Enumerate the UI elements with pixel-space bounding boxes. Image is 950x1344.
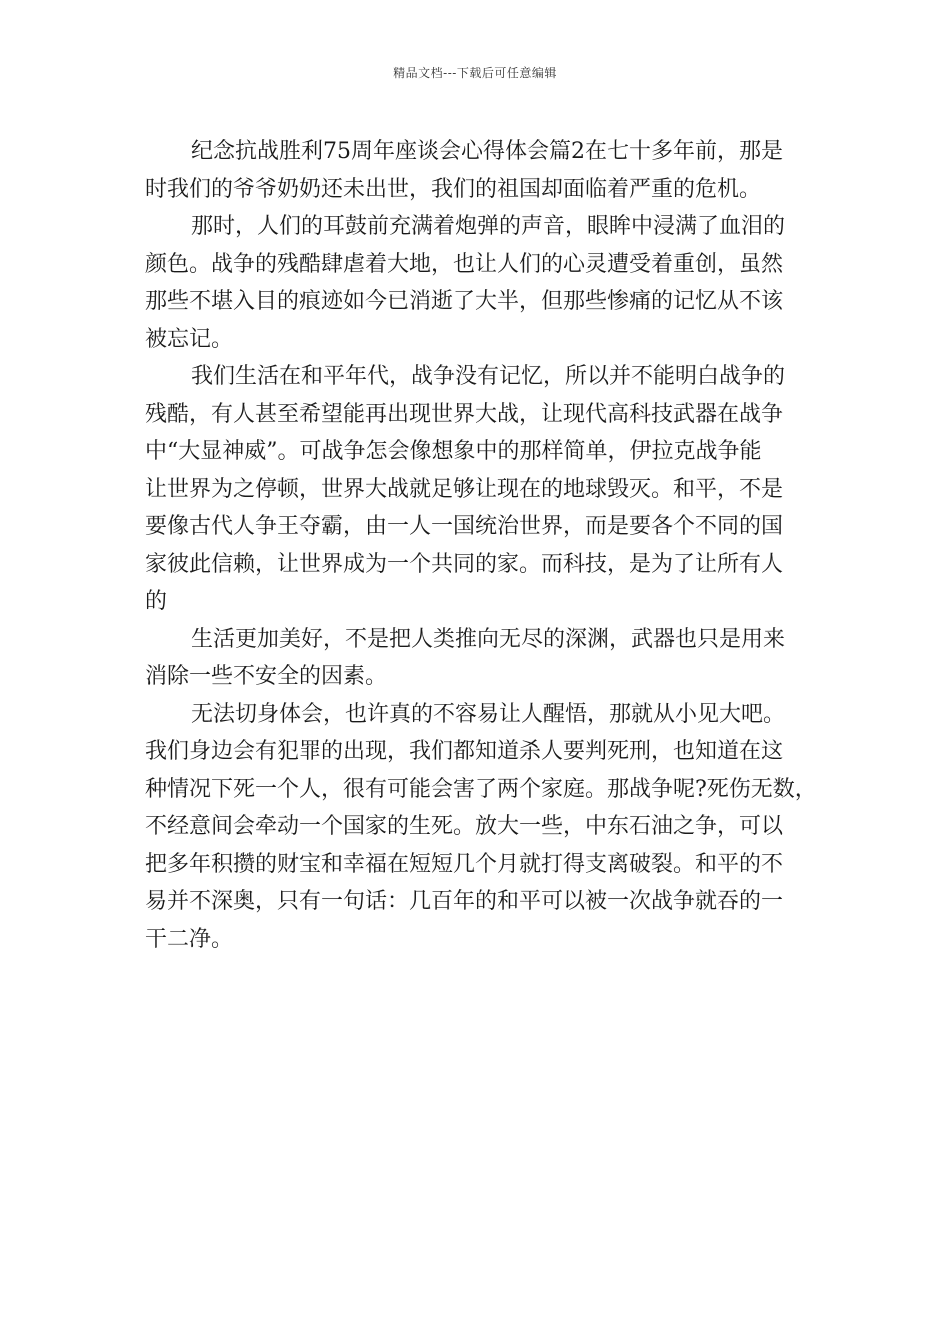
text-line: 中“大显神威”。可战争怎会像想象中的那样简单，伊拉克战争能 — [145, 439, 762, 464]
document-body — [145, 133, 817, 958]
text-line: 被忘记。 — [145, 326, 234, 352]
text-line: 不经意间会牵动一个国家的生死。放大一些，中东石油之争，可以 — [145, 814, 784, 839]
page-header: 精品文档---下载后可任意编辑 — [393, 66, 557, 80]
text-line: 纪念抗战胜利75周年座谈会心得体会篇2在七十多年前，那是 — [191, 139, 783, 164]
text-line: 把多年积攒的财宝和幸福在短短几个月就打得支离破裂。和平的不 — [145, 851, 784, 877]
text-line: 残酷，有人甚至希望能再出现世界大战，让现代高科技武器在战争 — [145, 401, 784, 427]
text-line: 消除一些不安全的因素。 — [145, 664, 388, 689]
text-line: 时我们的爷爷奶奶还未出世，我们的祖国却面临着严重的危机。 — [145, 176, 762, 202]
text-line: 那些不堪入目的痕迹如今已消逝了大半，但那些惨痛的记忆从不该 — [145, 289, 784, 314]
paragraph-2 — [145, 208, 810, 358]
text-line: 颜色。战争的残酷肆虐着大地，也让人们的心灵遭受着重创，虽然 — [145, 251, 784, 277]
text-line: 我们生活在和平年代，战争没有记忆，所以并不能明白战争的 — [191, 364, 786, 389]
text-line: 干二净。 — [145, 926, 234, 952]
paragraph-4 — [145, 621, 810, 696]
text-line: 那时，人们的耳鼓前充满着炮弹的声音，眼眸中浸满了血泪的 — [191, 214, 786, 239]
text-line: 我们身边会有犯罪的出现，我们都知道杀人要判死刑，也知道在这 — [145, 739, 784, 764]
paragraph-3 — [145, 358, 810, 621]
text-line: 要像古代人争王夺霸，由一人一国统治世界，而是要各个不同的国 — [145, 514, 784, 539]
text-line: 家彼此信赖，让世界成为一个共同的家。而科技，是为了让所有人 — [145, 551, 784, 577]
text-line: 易并不深奥，只有一句话：几百年的和平可以被一次战争就吞的一 — [145, 889, 784, 914]
text-line: 生活更加美好，不是把人类推向无尽的深渊，武器也只是用来 — [191, 626, 786, 652]
text-line: 的 — [145, 589, 168, 614]
paragraph-5 — [145, 696, 817, 959]
paragraph-1 — [145, 133, 810, 208]
text-line: 让世界为之停顿，世界大战就足够让现在的地球毁灭。和平，不是 — [145, 476, 784, 502]
text-line: 无法切身体会，也许真的不容易让人醒悟，那就从小见大吧。 — [191, 701, 786, 727]
text-line: 种情况下死一个人，很有可能会害了两个家庭。那战争呢?死伤无数， — [145, 776, 817, 802]
